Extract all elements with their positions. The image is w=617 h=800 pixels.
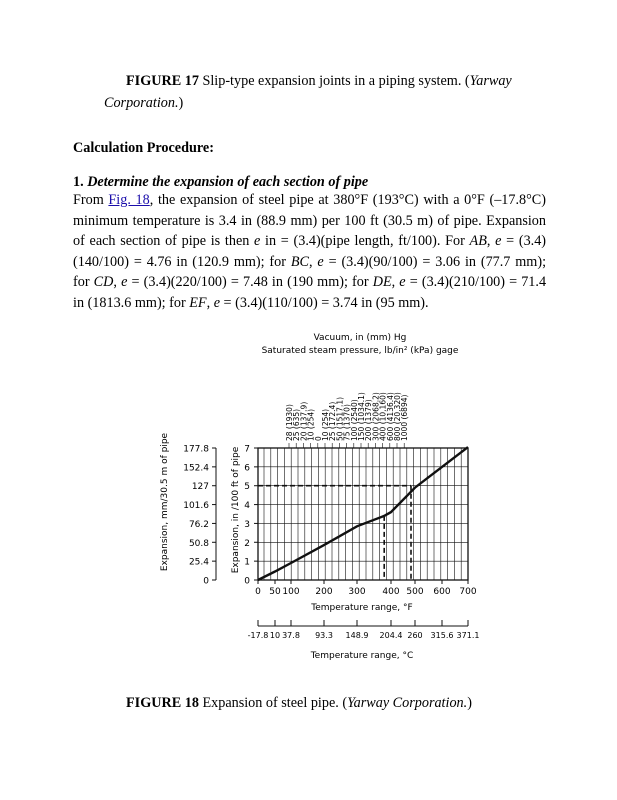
y-mm-tick-label: 0 — [203, 576, 209, 587]
step-1-title: Determine the expansion of each section of pipe — [87, 174, 369, 190]
y-in-tick-label: 0 — [244, 576, 250, 587]
y-mm-tick-label: 25.4 — [188, 557, 209, 568]
segment-ab: AB — [469, 233, 487, 250]
steam-scale-label: 600 (4136.4) — [385, 392, 395, 441]
x-f-tick-label: 400 — [382, 587, 400, 597]
figure-17-close: ) — [178, 95, 184, 111]
segment-ef: EF — [189, 294, 207, 311]
x-f-axis-label: Temperature range, °F — [311, 603, 413, 613]
x-c-tick-label: 260 — [407, 631, 423, 640]
y-in-tick-label: 1 — [244, 557, 250, 568]
figure-18-source: Yarway Corporation. — [347, 695, 468, 711]
steam-scale-label: 100 (2540) — [349, 399, 359, 441]
text-run: = (3.4)(210/100) = 71.4 in (1813.6 mm); for — [73, 274, 547, 311]
y-mm-tick-label: 50.8 — [188, 538, 209, 549]
y-in-tick-label: 3 — [244, 519, 250, 530]
text-run: , — [308, 253, 318, 270]
y-in-tick-label: 6 — [244, 463, 250, 474]
step-1-number: 1. — [73, 174, 88, 190]
steam-scale-label: 75 (1370) — [342, 404, 352, 441]
x-c-tick-label: 93.3 — [315, 631, 333, 640]
fig-18-link[interactable]: Fig. 18 — [108, 192, 150, 208]
steam-scale-label: 25 (635) — [292, 408, 302, 441]
y-mm-tick-label: 76.2 — [188, 519, 209, 530]
y-mm-tick-label: 101.6 — [183, 501, 209, 512]
x-f-tick-label: 0 — [255, 587, 261, 597]
figure-18-chart — [150, 328, 490, 666]
segment-de: DE — [372, 274, 392, 291]
steam-scale-label: 400 (10,160) — [378, 392, 388, 441]
steam-scale-label: 200 (1379) — [364, 399, 374, 441]
text-run: = (3.4)(110/100) = 3.74 in (95 mm). — [220, 294, 429, 311]
text-run: = (3.4)(90/100) = 3.06 in (77.7 mm); for — [73, 253, 547, 291]
text-run: From — [73, 192, 109, 208]
x-c-tick-label: 315.6 — [430, 631, 454, 640]
x-f-tick-label: 700 — [459, 587, 477, 597]
y-in-axis-label: Expansion, in /100 ft of pipe — [231, 446, 241, 574]
x-c-tick-label: -17.8 — [247, 631, 269, 640]
calculation-procedure-heading: Calculation Procedure: — [73, 140, 214, 156]
var-e: e — [399, 274, 406, 291]
vacuum-axis-label: Vacuum, in (mm) Hg — [313, 333, 407, 343]
x-c-tick-label: 371.1 — [456, 631, 480, 640]
y-mm-tick-label: 177.8 — [183, 444, 209, 455]
var-e: e — [495, 233, 502, 250]
x-c-tick-label: 148.9 — [345, 631, 369, 640]
figure-17-label: FIGURE 17 — [126, 73, 199, 89]
x-f-tick-label: 200 — [315, 587, 333, 597]
segment-cd: CD — [93, 274, 114, 291]
figure-18-text: Expansion of steel pipe. ( — [198, 695, 348, 711]
steam-scale-label: 50 (1517.1) — [335, 396, 345, 441]
x-f-tick-label: 600 — [433, 587, 451, 597]
y-mm-tick-label: 127 — [191, 482, 209, 493]
x-c-tick-label: 204.4 — [379, 631, 403, 640]
figure-18-caption — [126, 695, 472, 712]
text-run: in = (3.4)(pipe length, ft/100). For — [260, 233, 470, 250]
x-f-tick-label: 50 — [269, 587, 281, 597]
text-run: = (3.4)(220/100) = 7.48 in (190 mm); for — [127, 274, 373, 291]
y-in-tick-label: 5 — [244, 482, 250, 493]
figure-17-caption — [104, 70, 546, 114]
step-1-paragraph — [73, 190, 546, 314]
steam-scale-label: 28 (1930) — [285, 404, 294, 441]
steam-scale-label: 1000 (6894) — [400, 394, 410, 441]
figure-18-svg — [150, 328, 490, 666]
steam-scale-label: 150 (1034.1) — [357, 392, 366, 441]
x-c-tick-label: 37.8 — [282, 631, 300, 640]
steam-scale-label: 25 (172.4) — [328, 401, 338, 441]
steam-scale-label: 10 (254) — [321, 408, 330, 441]
plot-frame — [258, 448, 468, 580]
text-run: , — [486, 233, 496, 250]
figure-18-close: ) — [467, 695, 472, 711]
figure-17-text: Slip-type expansion joints in a piping system. ( — [198, 73, 470, 89]
text-run: , the expansion of steel pipe at 380°F (193°C) with a 0°F (–17.8°C) minimum temperature is 3.4 in (88.9 mm) per 100 ft (30.5 m) of pipe. Expansion of each section of pipe is then — [73, 192, 546, 250]
x-f-tick-label: 500 — [406, 587, 424, 597]
figure-17-source: Yarway Corporation. — [104, 73, 512, 111]
y-mm-tick-label: 152.4 — [183, 463, 209, 474]
figure-18-label: FIGURE 18 — [126, 695, 199, 711]
steam-scale-label: 20 (137.9) — [299, 401, 309, 441]
var-e: e — [121, 274, 128, 291]
steam-scale-label: 300 (2068.2) — [371, 392, 381, 441]
var-e: e — [254, 233, 261, 250]
segment-bc: BC — [290, 253, 309, 270]
y-in-tick-label: 2 — [244, 538, 250, 549]
x-f-tick-label: 300 — [348, 587, 366, 597]
pressure-axis-label: Saturated steam pressure, lb/in² (kPa) gage — [261, 346, 459, 356]
y-in-tick-label: 4 — [244, 501, 250, 512]
x-c-tick-label: 10 — [269, 631, 281, 640]
text-run: = (3.4)(140/100) = 4.76 in (120.9 mm); for — [73, 233, 547, 270]
text-run: , — [113, 274, 122, 291]
y-mm-axis-label: Expansion, mm/30.5 m of pipe — [160, 432, 170, 572]
y-in-tick-label: 7 — [244, 444, 250, 455]
steam-scale-label: 0 — [313, 436, 323, 441]
steam-scale-label: 800 (20,320) — [393, 392, 402, 441]
x-f-tick-label: 100 — [282, 587, 300, 597]
x-c-axis-label: Temperature range, °C — [310, 651, 414, 661]
text-run: , — [206, 294, 214, 311]
var-e: e — [317, 253, 324, 270]
text-run: , — [391, 274, 400, 291]
step-1-heading — [73, 174, 368, 191]
steam-scale-label: 10 (254) — [306, 408, 316, 441]
var-e: e — [213, 294, 220, 311]
